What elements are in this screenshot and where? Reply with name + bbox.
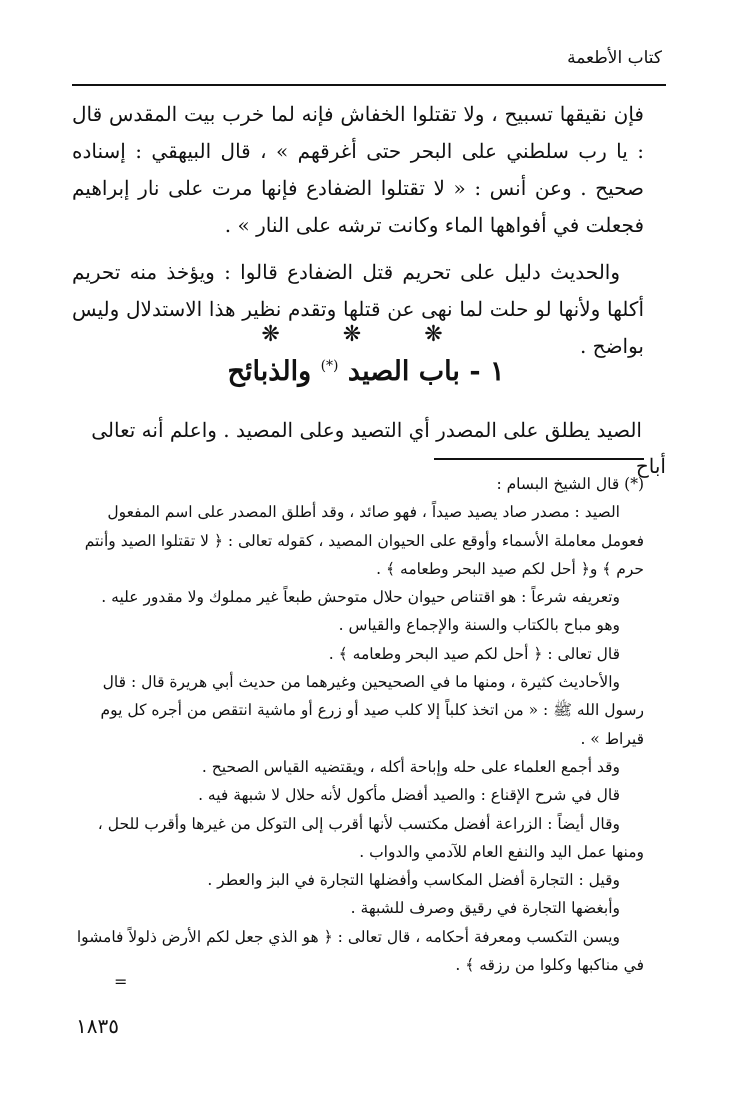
continuation-mark: = (114, 972, 128, 991)
running-head: كتاب الأطعمة (567, 48, 662, 68)
chapter-title-end: والذبائح (227, 356, 312, 387)
footnote-line: قال تعالى : ﴿ أحل لكم صيد البحر وطعامه ﴾ . (328, 644, 620, 663)
body-paragraph: فإن نقيقها تسبيح ، ولا تقتلوا الخفاش فإنه لما خرب بيت المقدس قال : يا رب سلطني على البحر حتى أغرقهم » ، قال البيهقي : إسناده صحيح . وعن أنس : « لا تقتلوا الضفادع فإنها مرت على نار إبراهيم فجعلت في أفواهها الماء وكانت ترشه على النار » . (72, 102, 644, 237)
footnote-line: قال في شرح الإقناع : والصيد أفضل مأكول لأنه حلال لا شبهة فيه . (198, 786, 620, 805)
footnotes (72, 470, 644, 979)
footnote-rule (434, 458, 644, 460)
footnote-line: وقيل : التجارة أفضل المكاسب وأفضلها التجارة في البز والعطر . (207, 871, 620, 890)
footnote-line: وقد أجمع العلماء على حله وإباحة أكله ، ويقتضيه القياس الصحيح . (201, 757, 620, 776)
footnote-line: الصيد : مصدر صاد يصيد صيداً ، فهو صائد ، وقد أطلق المصدر على اسم المفعول فعومل معاملة الأسماء وأوقع على الحيوان المصيد ، كقوله تعالى : ﴿ لا تقتلوا الصيد وأنتم حرم ﴾ و﴿ أحل لكم صيد البحر وطعامه ﴾ . (84, 503, 644, 578)
footnote-line: وقال أيضاً : الزراعة أفضل مكتسب لأنها أقرب إلى التوكل من غيرها وأقرب للحل ، ومنها عمل اليد والنفع العام للآدمي والدواب . (97, 814, 644, 861)
footnote-line: وأبغضها التجارة في رقيق وصرف للشبهة . (350, 899, 620, 918)
footnote-line: وهو مباح بالكتاب والسنة والإجماع والقياس . (338, 616, 620, 635)
footnote-line: (*) قال الشيخ البسام : (496, 475, 644, 493)
section-separator: ❋ ❋ ❋ (261, 322, 471, 347)
footnote-line: والأحاديث كثيرة ، ومنها ما في الصحيحين وغيرهما من حديث أبي هريرة قال : قال رسول الله ﷺ : « من اتخذ كلباً إلا كلب صيد أو زرع أو ماشية انتقص من أجره كل يوم قيراط » . (100, 673, 644, 748)
body-paragraph: والحديث دليل على تحريم قتل الضفادع قالوا : ويؤخذ منه تحريم أكلها ولأنها لو حلت لما نهى عن قتلها وتقدم نظير هذا الاستدلال وليس بواضح . (72, 260, 644, 358)
chapter-title-text: ١ - باب الصيد (347, 356, 505, 387)
page-number: ١٨٣٥ (76, 1014, 119, 1038)
footnote-marker: (*) (320, 358, 339, 374)
footnote-line: ويسن التكسب ومعرفة أحكامه ، قال تعالى : ﴿ هو الذي جعل لكم الأرض ذلولاً فامشوا في مناكبها وكلوا من رزقه ﴾ . (76, 927, 644, 975)
intro-line: الصيد يطلق على المصدر أي التصيد وعلى المصيد . واعلم أنه تعالى أباح (91, 418, 666, 478)
header-rule (72, 84, 666, 86)
footnote-line: وتعريفه شرعاً : هو اقتناص حيوان حلال متوحش طبعاً غير مملوك ولا مقدور عليه . (101, 588, 620, 607)
chapter-title (0, 356, 732, 387)
